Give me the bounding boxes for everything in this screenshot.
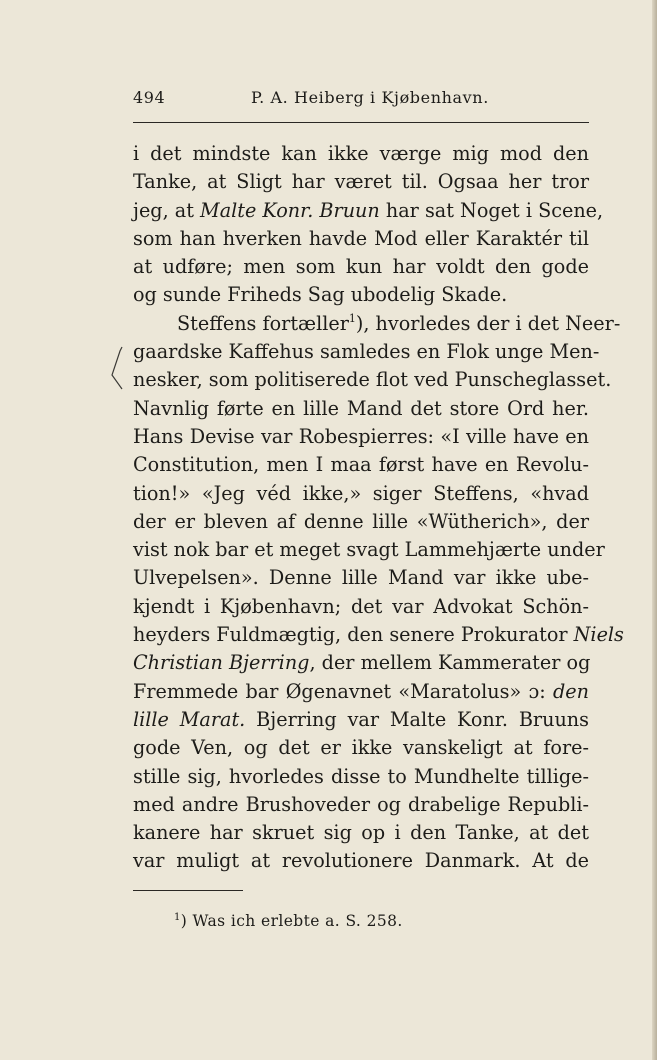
text-line: Hans Devise var Robespierres: «I ville have en bbox=[133, 424, 589, 448]
footnote-rule bbox=[133, 890, 243, 891]
text-line: stille sig, hvorledes disse to Mundhelte tillige- bbox=[133, 764, 589, 788]
text-line: lille Marat. Bjerring var Malte Konr. Bruuns bbox=[133, 707, 590, 731]
text-line: og sunde Friheds Sag ubodelig Skade. bbox=[133, 283, 508, 307]
text-line: jeg, at Malte Konr. Bruun har sat Noget i Scene, bbox=[133, 198, 604, 222]
body-text bbox=[133, 140, 624, 876]
text-line: gaardske Kaffehus samledes en Flok unge Men- bbox=[133, 340, 600, 364]
text-line: nesker, som politiserede flot ved Punscheglasset. bbox=[133, 368, 612, 392]
text-line: i det mindste kan ikke værge mig mod den bbox=[133, 142, 589, 165]
text-line: gode Ven, og det er ikke vanskeligt at fore- bbox=[133, 736, 589, 760]
text-line: Navnlig førte en lille Mand det store Ord her. bbox=[133, 396, 589, 420]
text-line: tion!» «Jeg véd ikke,» siger Steffens, «hvad bbox=[133, 481, 589, 505]
italic-name: den bbox=[553, 679, 589, 703]
text-line: med andre Brushoveder og drabelige Republi- bbox=[133, 792, 589, 816]
footnote-marker: 1 bbox=[174, 912, 181, 923]
page-number: 494 bbox=[133, 88, 166, 107]
text-line: at udføre; men som kun har voldt den gode bbox=[133, 255, 589, 279]
running-title: P. A. Heiberg i Kjøbenhavn. bbox=[251, 88, 489, 107]
footnote bbox=[174, 910, 589, 932]
text-line: Steffens fortæller$^1$), hvorledes der i det Neer- bbox=[177, 311, 621, 335]
text-line: der er bleven af denne lille «Wütherich», der bbox=[133, 509, 589, 533]
page-edge bbox=[652, 0, 657, 1060]
header-rule bbox=[133, 122, 589, 123]
text-line: kanere har skruet sig op i den Tanke, at det bbox=[133, 821, 589, 845]
footnote-ref: 1 bbox=[348, 311, 356, 325]
italic-name: Christian Bjerring bbox=[133, 651, 310, 675]
text-line: Christian Bjerring, der mellem Kammerater og bbox=[133, 651, 591, 675]
running-header bbox=[133, 88, 589, 114]
text-line: Ulvepelsen». Denne lille Mand var ikke ube- bbox=[133, 566, 589, 590]
italic-name: Malte Konr. Bruun bbox=[200, 198, 380, 222]
text-line: vist nok bar et meget svagt Lammehjærte under bbox=[133, 538, 605, 562]
text-line: Tanke, at Sligt har været til. Ogsaa her tror bbox=[133, 170, 589, 194]
text-line: som han hverken havde Mod eller Karaktér til bbox=[133, 226, 589, 250]
footnote-text: ) Was ich erlebte a. S. 258. bbox=[180, 912, 403, 930]
margin-pencil-mark bbox=[108, 345, 130, 395]
italic-name: lille Marat. bbox=[133, 707, 246, 731]
italic-name: Niels bbox=[573, 623, 624, 647]
text-line: var muligt at revolutionere Danmark. At de bbox=[133, 849, 589, 873]
text-line: heyders Fuldmægtig, den senere Prokurator Niels bbox=[133, 623, 624, 647]
text-line: kjendt i Kjøbenhavn; det var Advokat Schön- bbox=[133, 594, 589, 618]
text-line: Constitution, men I maa først have en Revolu- bbox=[133, 453, 589, 477]
text-line: Fremmede bar Øgenavnet «Maratolus» ɔ: den bbox=[133, 679, 589, 703]
